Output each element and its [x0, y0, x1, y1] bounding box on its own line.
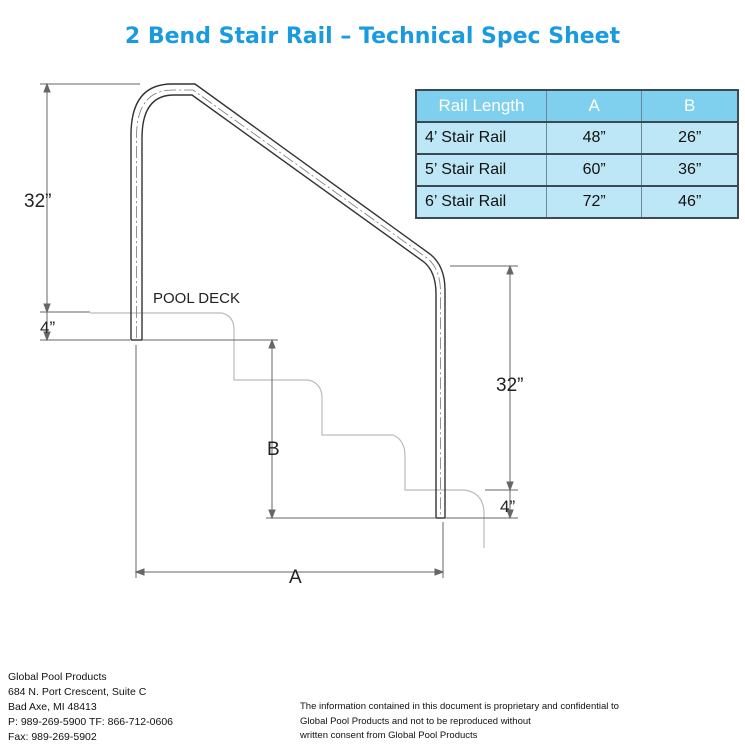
table-cell: 5’ Stair Rail — [416, 154, 546, 186]
table-cell: 26” — [642, 122, 738, 154]
right-deck-label: 4” — [500, 497, 516, 516]
right-height-label: 32” — [496, 375, 524, 396]
address-line: Bad Axe, MI 48413 — [8, 701, 97, 713]
company-name: Global Pool Products — [8, 671, 107, 683]
table-cell: 48” — [546, 122, 642, 154]
column-header: Rail Length — [416, 90, 546, 122]
notice-line: The information contained in this document is proprietary and confidential to — [300, 701, 619, 712]
table-cell: 72” — [546, 186, 642, 218]
left-dimensions — [40, 84, 140, 340]
pool-deck-label: POOL DECK — [153, 290, 240, 307]
table-cell: 4’ Stair Rail — [416, 122, 546, 154]
table-cell: 36” — [642, 154, 738, 186]
b-label: B — [267, 439, 280, 460]
notice-line: written consent from Global Pool Products — [300, 730, 478, 741]
address-line: 684 N. Port Crescent, Suite C — [8, 686, 147, 698]
table-cell: 46” — [642, 186, 738, 218]
phone-line: P: 989-269-5900 TF: 866-712-0606 — [8, 716, 174, 728]
b-dimension — [142, 340, 436, 518]
fax-line: Fax: 989-269-5902 — [8, 731, 97, 743]
table-row — [416, 122, 738, 154]
column-header: A — [546, 90, 642, 122]
table-row — [416, 154, 738, 186]
notice-line: Global Pool Products and not to be reproduced without — [300, 715, 531, 727]
company-contact — [8, 670, 173, 745]
confidentiality-notice — [300, 700, 619, 744]
page-title: 2 Bend Stair Rail – Technical Spec Sheet — [124, 24, 621, 49]
stairs-outline — [90, 313, 484, 548]
left-deck-label: 4” — [40, 318, 56, 337]
table-header-row — [416, 90, 738, 122]
rail-length-table — [415, 89, 739, 219]
column-header: B — [642, 90, 738, 122]
table-cell: 6’ Stair Rail — [416, 186, 546, 218]
a-label: A — [289, 567, 302, 588]
left-height-label: 32” — [24, 191, 52, 212]
table-row — [416, 186, 738, 218]
table-cell: 60” — [546, 154, 642, 186]
